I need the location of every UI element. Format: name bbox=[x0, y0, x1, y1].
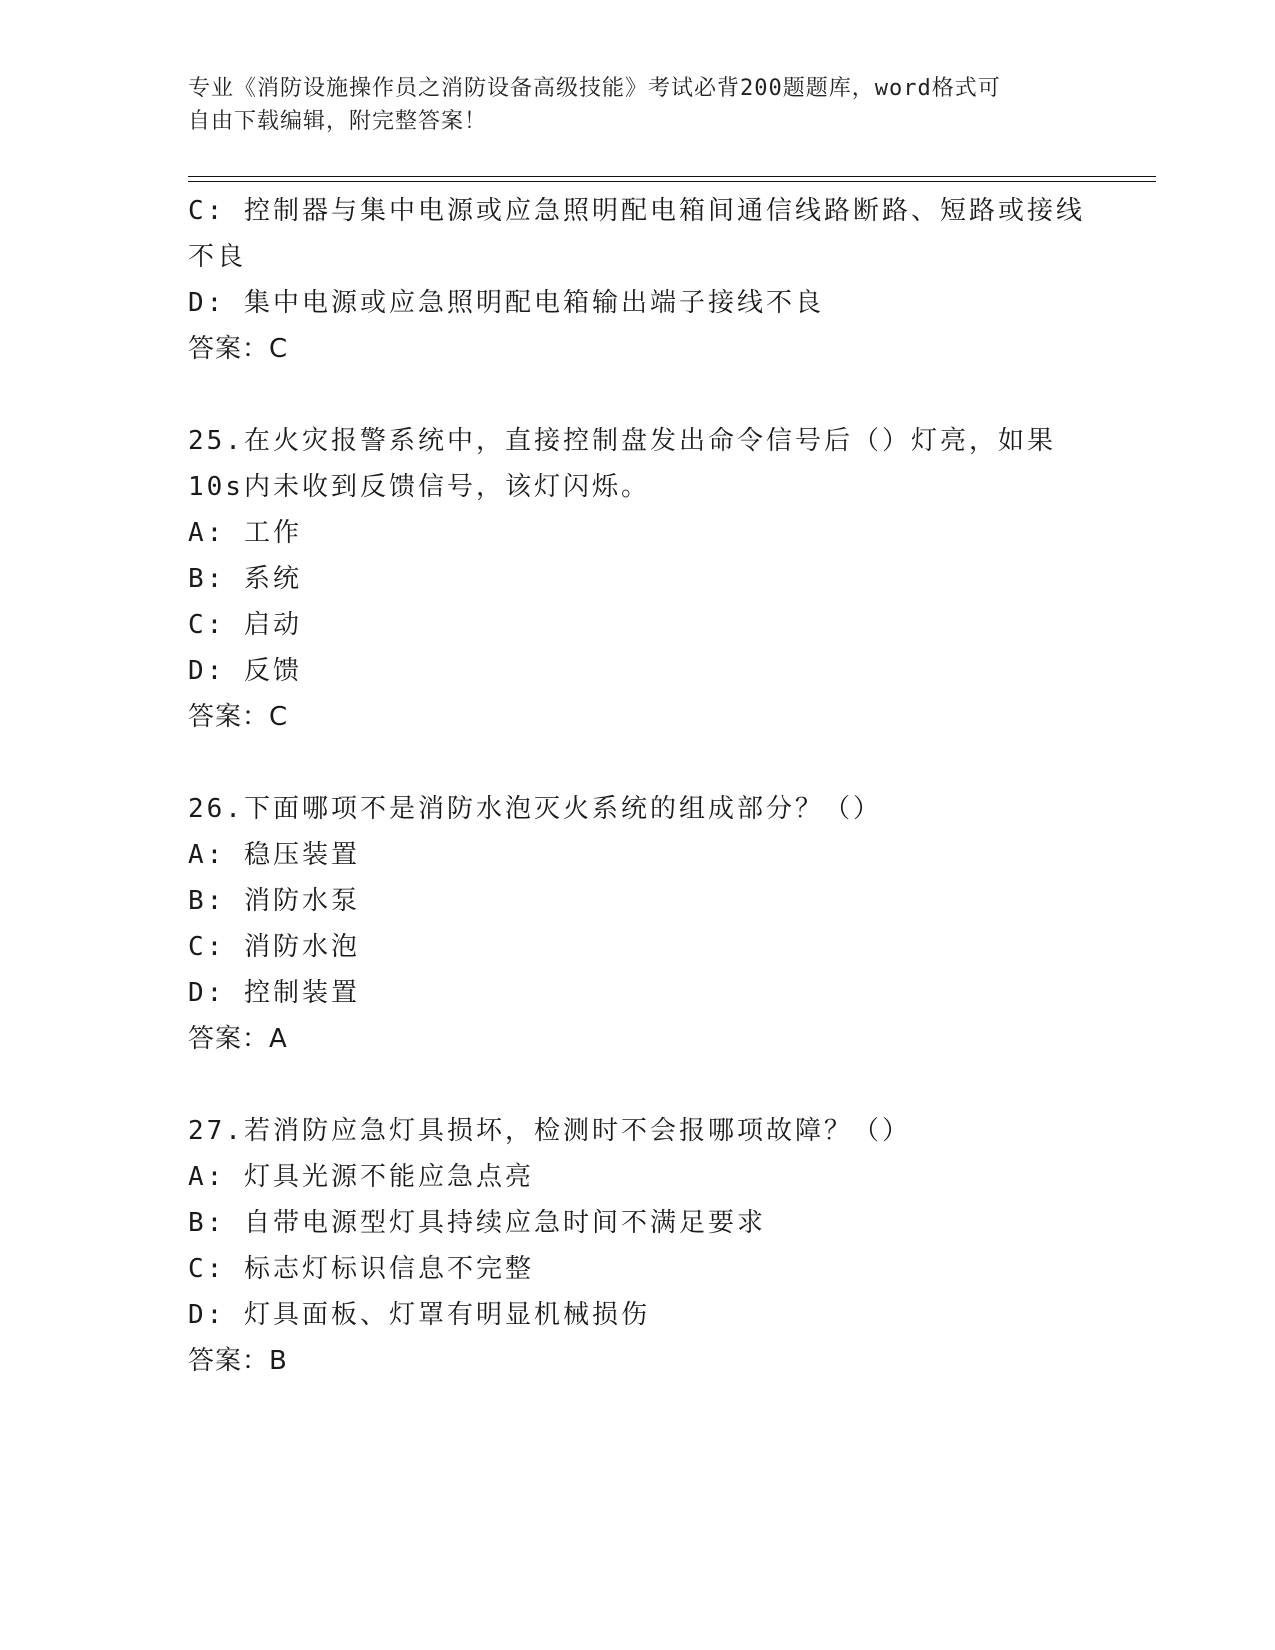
spacer bbox=[188, 372, 1088, 418]
question-stem: 26.下面哪项不是消防水泡灭火系统的组成部分？（） bbox=[188, 794, 882, 824]
option-c: C: 控制器与集中电源或应急照明配电箱间通信线路断路、短路或接线 bbox=[188, 196, 1085, 226]
option-c-continued: 不良 bbox=[188, 242, 247, 272]
question-content bbox=[188, 188, 1088, 1384]
option-d: D: 集中电源或应急照明配电箱输出端子接线不良 bbox=[188, 288, 824, 318]
option-d: D: 反馈 bbox=[188, 656, 302, 686]
document-header bbox=[188, 72, 1088, 138]
question-24-continued bbox=[188, 188, 1088, 372]
answer: 答案：A bbox=[188, 1024, 288, 1054]
question-stem-continued: 10s内未收到反馈信号，该灯闪烁。 bbox=[188, 472, 650, 502]
spacer bbox=[188, 740, 1088, 786]
question-stem: 27.若消防应急灯具损坏，检测时不会报哪项故障？（） bbox=[188, 1116, 911, 1146]
question-25 bbox=[188, 418, 1088, 740]
option-a: A: 工作 bbox=[188, 518, 302, 548]
header-divider-bottom bbox=[188, 181, 1156, 182]
header-line-1: 专业《消防设施操作员之消防设备高级技能》考试必背200题题库，word格式可 bbox=[188, 76, 1001, 101]
option-c: C: 消防水泡 bbox=[188, 932, 360, 962]
option-b: B: 系统 bbox=[188, 564, 302, 594]
header-divider-top bbox=[188, 176, 1156, 177]
option-a: A: 稳压装置 bbox=[188, 840, 360, 870]
question-stem: 25.在火灾报警系统中，直接控制盘发出命令信号后（）灯亮，如果 bbox=[188, 426, 1056, 456]
option-d: D: 控制装置 bbox=[188, 978, 360, 1008]
answer: 答案：C bbox=[188, 702, 289, 732]
option-d: D: 灯具面板、灯罩有明显机械损伤 bbox=[188, 1300, 650, 1330]
option-a: A: 灯具光源不能应急点亮 bbox=[188, 1162, 534, 1192]
spacer bbox=[188, 1062, 1088, 1108]
header-line-2: 自由下载编辑，附完整答案！ bbox=[188, 109, 488, 134]
answer: 答案：C bbox=[188, 334, 289, 364]
answer: 答案：B bbox=[188, 1346, 288, 1376]
option-c: C: 启动 bbox=[188, 610, 302, 640]
option-b: B: 消防水泵 bbox=[188, 886, 360, 916]
option-c: C: 标志灯标识信息不完整 bbox=[188, 1254, 534, 1284]
option-b: B: 自带电源型灯具持续应急时间不满足要求 bbox=[188, 1208, 766, 1238]
question-27 bbox=[188, 1108, 1088, 1384]
question-26 bbox=[188, 786, 1088, 1062]
